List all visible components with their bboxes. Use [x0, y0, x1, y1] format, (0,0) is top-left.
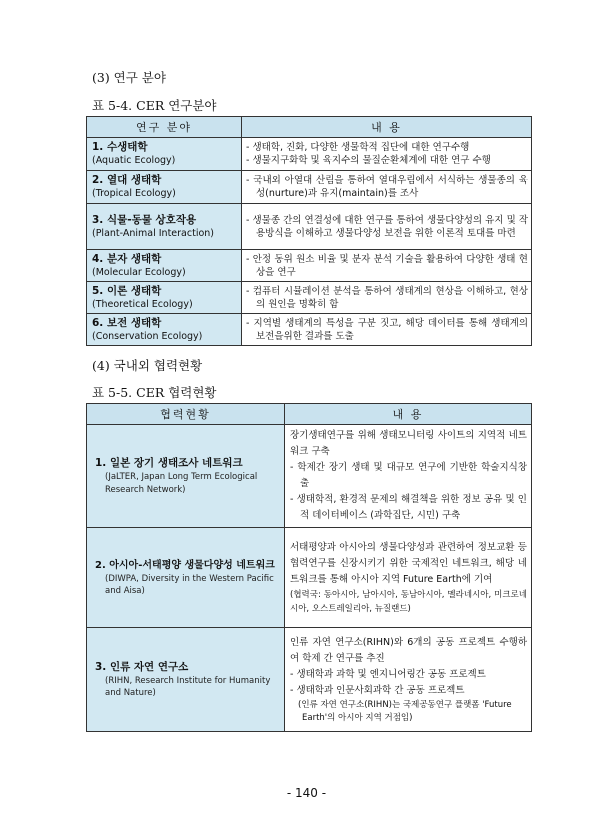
field-english-name: (Molecular Ecology)	[92, 266, 186, 278]
field-english-name: (Tropical Ecology)	[92, 188, 176, 199]
table-row	[87, 528, 532, 628]
table-row	[87, 282, 532, 314]
content-note: (인류 자연 연구소(RIHN)는 국제공동연구 플랫폼 'Future Earth'의 아시아 지역 거점임)	[298, 699, 512, 723]
partner-name: 3. 인류 자연 연구소	[95, 660, 189, 673]
content-intro: 인류 자연 연구소(RIHN)와 6개의 공동 프로젝트 수행하여 학제 간 연구를 추진	[290, 636, 527, 664]
table-header-row	[87, 117, 532, 138]
table-row	[87, 314, 532, 346]
partner-english-name: (JaLTER, Japan Long Term Ecological Research Network)	[105, 472, 258, 495]
table-row	[87, 425, 532, 528]
table-caption-research-fields: 표 5-4. CER 연구분야	[92, 98, 217, 113]
field-name: 5. 이론 생태학	[92, 284, 162, 297]
partner-name: 2. 아시아-서태평양 생물다양성 네트워크	[95, 559, 275, 571]
page-number: - 140 -	[286, 786, 327, 800]
content-note: (협력국: 동아시아, 남아시아, 동남아시아, 멜라네시아, 미크로네시아, 오스트레일리아, 뉴질랜드)	[290, 589, 527, 614]
column-header-field: 연구 분야	[87, 117, 242, 138]
field-name: 3. 식물-동물 상호작용	[92, 213, 197, 226]
column-header-content: 내 용	[285, 404, 532, 425]
content-bullet: - 생물지구화학 및 육지수의 물질순환체계에 대한 연구 수행	[246, 155, 491, 166]
content-bullet: - 안정 동위 원소 비율 및 분자 분석 기술을 활용하여 다양한 생태 현상을 연구	[246, 253, 528, 278]
content-bullet: - 지역별 생태계의 특성을 구분 짓고, 해당 데이터를 통해 생태계의 보전을위한 결과를 도출	[246, 317, 528, 342]
field-english-name: (Aquatic Ecology)	[92, 155, 176, 166]
field-english-name: (Theoretical Ecology)	[92, 298, 193, 310]
content-bullet: - 국내외 아열대 산림을 통하여 열대우림에서 서식하는 생물종의 육성(nurture)과 유지(maintain)를 조사	[246, 175, 528, 199]
column-header-cooperation: 협력현황	[87, 404, 285, 425]
research-fields-table	[86, 116, 532, 346]
content-bullet: - 컴퓨터 시뮬레이션 분석을 통하여 생태계의 현상을 이해하고, 현상의 원인을 명확히 함	[246, 285, 528, 310]
section-heading-cooperation: (4) 국내외 협력현황	[92, 358, 203, 373]
table-row	[87, 628, 532, 732]
content-bullet: - 생태학과 인문사회과학 간 공동 프로젝트	[290, 684, 465, 696]
field-name: 2. 열대 생태학	[92, 174, 162, 186]
table-caption-cooperation: 표 5-5. CER 협력현황	[92, 385, 217, 400]
content-bullet: - 생태학적, 환경적 문제의 해결책을 위한 정보 공유 및 인적 데이터베이스 (과학집단, 시민) 구축	[290, 494, 527, 521]
partner-name: 1. 일본 장기 생태조사 네트워크	[95, 457, 243, 469]
field-english-name: (Plant-Animal Interaction)	[92, 227, 215, 239]
cooperation-table	[86, 403, 532, 732]
content-bullet: - 생물종 간의 연결성에 대한 연구를 통하여 생물다양성의 유지 및 작용방식을 이해하고 생물다양성 보전을 위한 이론적 토대를 마련	[246, 214, 528, 239]
table-row	[87, 138, 532, 171]
table-row	[87, 171, 532, 204]
table-header-row	[87, 404, 532, 425]
content-intro: 서태평양과 아시아의 생물다양성과 관련하여 정보교환 등 협력연구를 신장시키기 위한 국제적인 네트워크, 해당 네트워크를 통해 아시아 지역 Future Earth에 기여	[290, 541, 527, 585]
table-row	[87, 250, 532, 282]
field-english-name: (Conservation Ecology)	[92, 330, 203, 342]
field-name: 6. 보전 생태학	[92, 316, 162, 329]
partner-english-name: (DIWPA, Diversity in the Western Pacific and Aisa)	[105, 573, 274, 596]
partner-english-name: (RIHN, Research Institute for Humanity and Nature)	[105, 675, 271, 698]
content-bullet: - 학제간 장기 생태 및 대규모 연구에 기반한 학술지식창출	[290, 462, 527, 489]
content-bullet: - 생태학과 과학 및 엔지니어링간 공동 프로젝트	[290, 668, 486, 680]
field-name: 4. 분자 생태학	[92, 252, 162, 265]
content-bullet: - 생태학, 진화, 다양한 생물학적 집단에 대한 연구수행	[246, 142, 470, 153]
table-row	[87, 204, 532, 250]
content-intro: 장기생태연구를 위해 생태모니터링 사이트의 지역적 네트워크 구축	[290, 430, 527, 457]
column-header-content: 내 용	[242, 117, 532, 138]
field-name: 1. 수생태학	[92, 141, 148, 153]
section-heading-research-fields: (3) 연구 분야	[92, 70, 166, 85]
